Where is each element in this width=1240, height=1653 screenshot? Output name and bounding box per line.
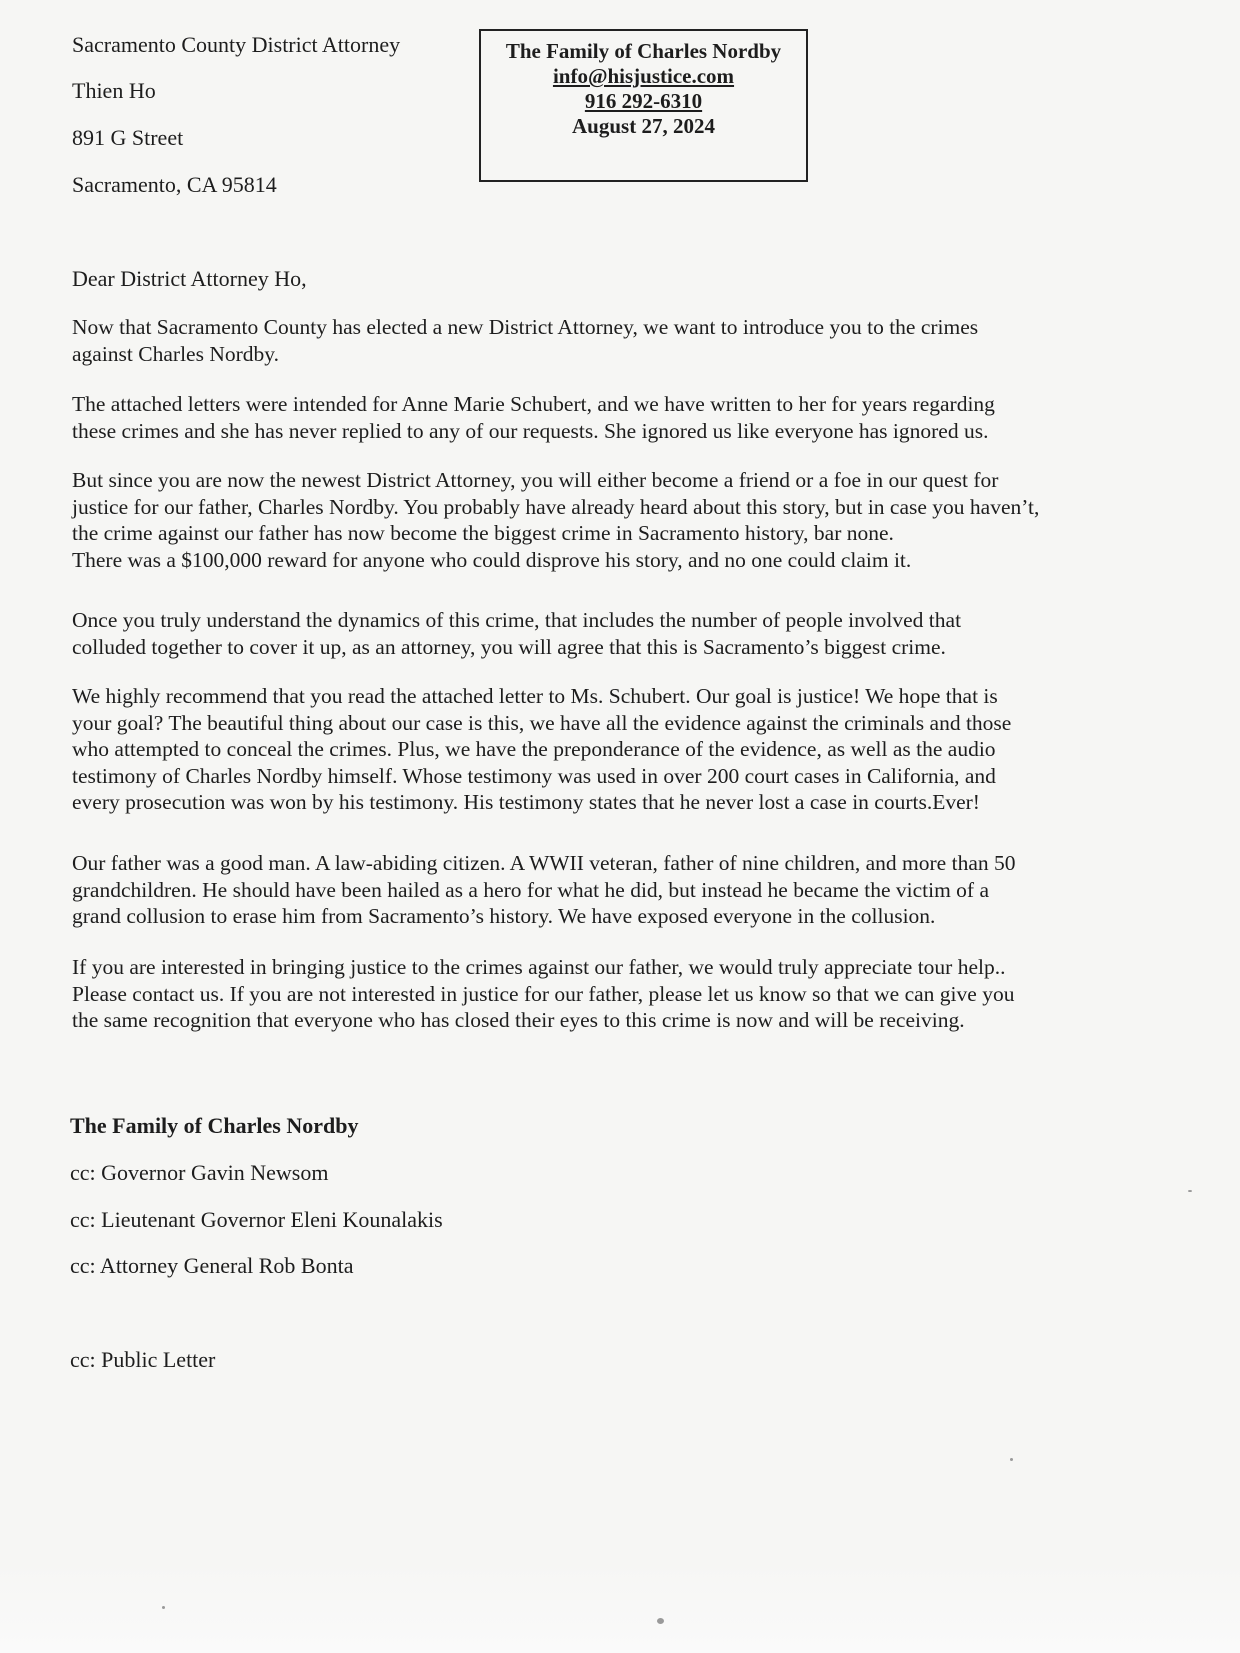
cc-governor: cc: Governor Gavin Newsom [70,1160,329,1185]
paragraph-line: your goal? The beautiful thing about our case is this, we have all the evidence against the criminals and those [72,710,1012,735]
paragraph-line: Our father was a good man. A law-abiding citizen. A WWII veteran, father of nine children, and more than 50 [72,851,1016,875]
cc-public-letter: cc: Public Letter [70,1347,216,1372]
paragraph-line: against Charles Nordby. [72,341,279,366]
paragraph-line: Once you truly understand the dynamics of this crime, that includes the number of people involved that [72,608,962,632]
paragraph-line: the same recognition that everyone who has closed their eyes to this crime is now and will be receiving. [72,1008,965,1032]
paragraph-6 [72,850,1182,930]
scan-speck [1010,1458,1013,1461]
paragraph-line: Please contact us. If you are not interested in justice for our father, please let us know so that we can give you [72,981,1015,1006]
paragraph-2 [72,391,1182,444]
scan-speck [657,1618,664,1624]
paragraph-line: every prosecution was won by his testimony. His testimony states that he never lost a case in courts.Ever! [72,790,980,814]
paragraph-line: colluded together to cover it up, as an attorney, you will agree that this is Sacramento’s biggest crime. [72,634,946,659]
paragraph-line: But since you are now the newest District Attorney, you will either become a friend or a foe in our quest for [72,468,999,492]
scan-speck [1188,1190,1192,1192]
recipient-line-3: 891 G Street [72,125,184,150]
sender-phone: 916 292-6310 [584,89,703,113]
paragraph-line: There was a $100,000 reward for anyone who could disprove his story, and no one could claim it. [72,547,912,572]
letter-date: August 27, 2024 [572,114,715,138]
sender-email: info@hisjustice.com [552,64,735,88]
paragraph-line: We highly recommend that you read the attached letter to Ms. Schubert. Our goal is justice! We hope that is [72,684,998,708]
salutation: Dear District Attorney Ho, [72,266,307,291]
scan-footer-shade [0,1560,1240,1653]
recipient-line-4: Sacramento, CA 95814 [72,172,277,197]
paragraph-line: If you are interested in bringing justice to the crimes against our father, we would truly appreciate tour help.. [72,955,1006,979]
paragraph-line: who attempted to conceal the crimes. Plus, we have the preponderance of the evidence, as well as the audio [72,737,996,761]
paragraph-line: The attached letters were intended for Anne Marie Schubert, and we have written to her for years regarding [72,392,995,416]
sender-name: The Family of Charles Nordby [505,39,782,63]
sender-contact-box [479,29,808,182]
recipient-line-1: Sacramento County District Attorney [72,32,401,57]
paragraph-line: the crime against our father has now become the biggest crime in Sacramento history, bar none. [72,521,894,545]
paragraph-line: Now that Sacramento County has elected a new District Attorney, we want to introduce you to the crimes [72,315,979,339]
paragraph-line: testimony of Charles Nordby himself. Whose testimony was used in over 200 court cases in California, and [72,763,996,788]
cc-attorney-general: cc: Attorney General Rob Bonta [70,1253,354,1278]
paragraph-line: these crimes and she has never replied to any of our requests. She ignored us like everyone has ignored us. [72,418,989,443]
scan-speck [162,1606,165,1609]
paragraph-1 [72,314,1182,367]
paragraph-line: justice for our father, Charles Nordby. You probably have already heard about this story, but in case you haven’t, [72,494,1040,519]
paragraph-7 [72,954,1182,1034]
recipient-line-2: Thien Ho [72,78,156,103]
signature: The Family of Charles Nordby [70,1113,359,1138]
paragraph-3 [72,467,1182,573]
paragraph-line: grandchildren. He should have been hailed as a hero for what he did, but instead he became the victim of a [72,877,990,902]
paragraph-line: grand collusion to erase him from Sacramento’s history. We have exposed everyone in the collusion. [72,904,936,928]
paragraph-5 [72,683,1182,816]
paragraph-4 [72,607,1182,660]
cc-lieutenant-governor: cc: Lieutenant Governor Eleni Kounalakis [70,1207,443,1232]
